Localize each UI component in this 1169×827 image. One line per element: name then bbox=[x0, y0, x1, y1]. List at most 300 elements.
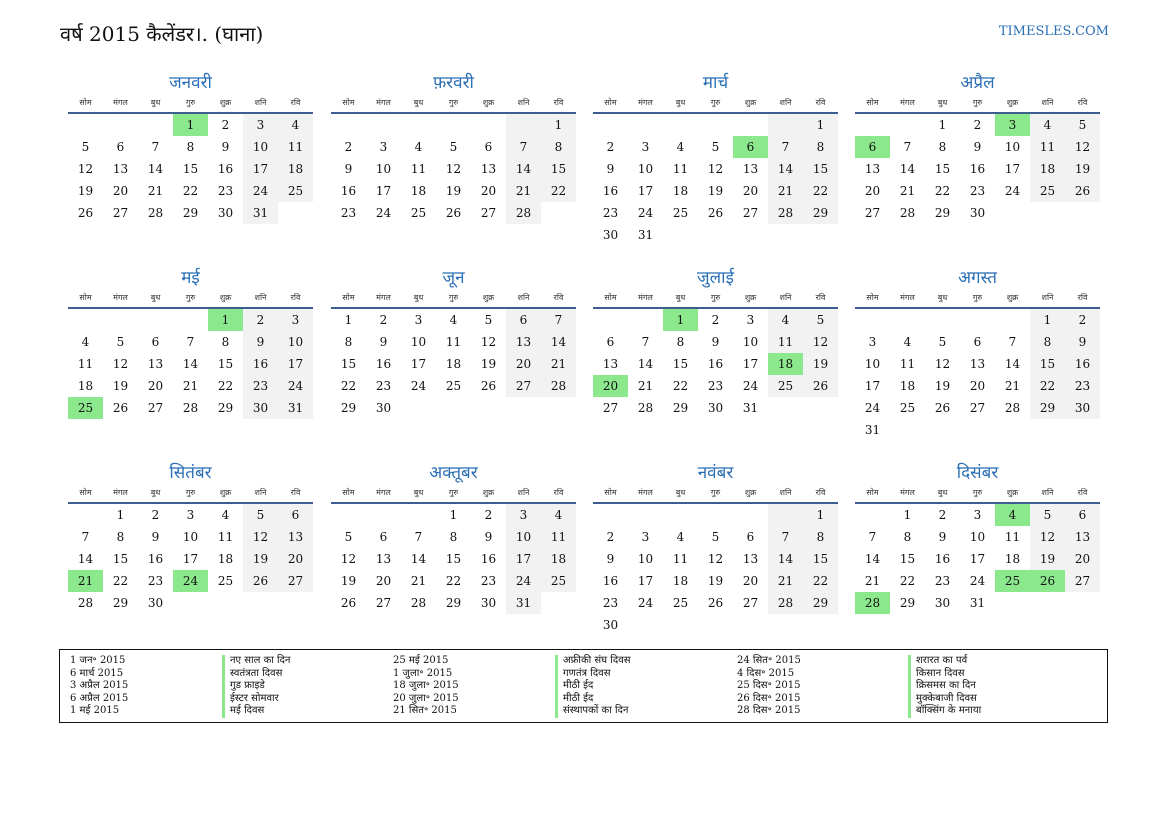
empty-cell bbox=[436, 397, 471, 419]
holiday-name: नए साल का दिन bbox=[222, 655, 290, 668]
day-cell: 21 bbox=[637, 379, 654, 393]
day-cell: 6 bbox=[606, 335, 615, 349]
day-cell: 9 bbox=[711, 335, 720, 349]
day-cell: 25 bbox=[410, 206, 427, 220]
month-name: जुलाई bbox=[697, 268, 734, 288]
empty-cell bbox=[68, 114, 103, 136]
holiday-day: 20 bbox=[593, 375, 628, 397]
day-cell: 6 bbox=[1065, 504, 1100, 526]
day-cell: 20 bbox=[742, 574, 759, 588]
empty-cell bbox=[401, 504, 436, 526]
day-cell: 28 bbox=[182, 401, 199, 415]
month-name: फ़रवरी bbox=[433, 73, 474, 93]
day-cell: 2 bbox=[711, 313, 720, 327]
holiday-day: 6 bbox=[733, 136, 768, 158]
day-cell: 1 bbox=[1030, 309, 1065, 331]
day-cell: 29 bbox=[445, 596, 462, 610]
empty-cell bbox=[541, 202, 576, 224]
day-cell: 25 bbox=[445, 379, 462, 393]
day-cell: 26 bbox=[340, 596, 357, 610]
day-cell: 28 bbox=[410, 596, 427, 610]
day-cell: 11 bbox=[410, 162, 427, 176]
weekday-label: शुक्र bbox=[482, 98, 495, 107]
day-cell: 19 bbox=[112, 379, 129, 393]
day-cell: 5 bbox=[116, 335, 125, 349]
empty-cell bbox=[768, 504, 803, 526]
month-name: नवंबर bbox=[697, 463, 734, 483]
day-cell: 22 bbox=[803, 180, 838, 202]
day-cell: 27 bbox=[969, 401, 986, 415]
day-cell: 3 bbox=[414, 313, 423, 327]
day-cell: 26 bbox=[112, 401, 129, 415]
day-cell: 30 bbox=[969, 206, 986, 220]
empty-cell bbox=[331, 504, 366, 526]
weekday-header bbox=[593, 484, 838, 504]
holiday-name: गुड फ्राइडे bbox=[222, 680, 290, 693]
day-cell: 23 bbox=[480, 574, 497, 588]
day-cell: 21 bbox=[768, 180, 803, 202]
day-cell: 20 bbox=[147, 379, 164, 393]
day-cell: 6 bbox=[506, 309, 541, 331]
day-cell: 21 bbox=[506, 180, 541, 202]
day-cell: 31 bbox=[278, 397, 313, 419]
day-cell: 12 bbox=[707, 162, 724, 176]
day-cell: 22 bbox=[182, 184, 199, 198]
day-cell: 9 bbox=[973, 140, 982, 154]
day-cell: 13 bbox=[602, 357, 619, 371]
day-cell: 24 bbox=[375, 206, 392, 220]
day-grid bbox=[68, 309, 313, 419]
day-cell: 12 bbox=[934, 357, 951, 371]
empty-cell bbox=[173, 309, 208, 331]
day-cell: 12 bbox=[803, 331, 838, 353]
day-cell: 30 bbox=[147, 596, 164, 610]
empty-cell bbox=[173, 592, 208, 614]
day-cell: 31 bbox=[864, 423, 881, 437]
day-cell: 16 bbox=[340, 184, 357, 198]
day-cell: 19 bbox=[934, 379, 951, 393]
day-cell: 4 bbox=[81, 335, 90, 349]
weekday-header bbox=[593, 289, 838, 309]
day-cell: 3 bbox=[641, 530, 650, 544]
day-cell: 11 bbox=[1030, 136, 1065, 158]
holiday-name: स्वतंत्रता दिवस bbox=[222, 668, 290, 681]
day-cell: 11 bbox=[77, 357, 94, 371]
day-cell: 29 bbox=[934, 206, 951, 220]
empty-cell bbox=[471, 397, 506, 419]
day-cell: 20 bbox=[375, 574, 392, 588]
day-cell: 2 bbox=[344, 140, 353, 154]
day-cell: 31 bbox=[506, 592, 541, 614]
day-cell: 13 bbox=[742, 552, 759, 566]
day-cell: 29 bbox=[672, 401, 689, 415]
day-cell: 17 bbox=[1004, 162, 1021, 176]
day-cell: 10 bbox=[864, 357, 881, 371]
day-cell: 11 bbox=[1004, 530, 1021, 544]
day-cell: 21 bbox=[147, 184, 164, 198]
day-cell: 30 bbox=[602, 618, 619, 632]
day-cell: 17 bbox=[410, 357, 427, 371]
empty-cell bbox=[768, 114, 803, 136]
day-cell: 21 bbox=[541, 353, 576, 375]
day-cell: 2 bbox=[973, 118, 982, 132]
day-cell: 30 bbox=[480, 596, 497, 610]
weekday-label: मंगल bbox=[113, 293, 128, 302]
weekday-label: शुक्र bbox=[219, 293, 232, 302]
holiday-date: 25 मई 2015 bbox=[393, 655, 449, 666]
weekday-label: रवि bbox=[290, 293, 301, 302]
day-cell: 26 bbox=[480, 379, 497, 393]
day-cell: 24 bbox=[742, 379, 759, 393]
empty-cell bbox=[1030, 419, 1065, 441]
weekday-label: बुध bbox=[413, 293, 424, 302]
weekday-label: रवि bbox=[815, 488, 826, 497]
day-cell: 19 bbox=[707, 184, 724, 198]
empty-cell bbox=[628, 309, 663, 331]
holiday-date: 18 जुला॰ 2015 bbox=[393, 680, 459, 692]
day-cell: 11 bbox=[217, 530, 234, 544]
holiday-name: शरारत का पर्व bbox=[908, 655, 981, 668]
weekday-label: शनि bbox=[779, 293, 792, 302]
day-cell: 15 bbox=[803, 158, 838, 180]
day-cell: 4 bbox=[278, 114, 313, 136]
empty-cell bbox=[995, 592, 1030, 614]
day-cell: 26 bbox=[707, 206, 724, 220]
day-cell: 28 bbox=[768, 592, 803, 614]
day-cell: 5 bbox=[938, 335, 947, 349]
day-cell: 25 bbox=[672, 206, 689, 220]
day-cell: 11 bbox=[672, 552, 689, 566]
empty-cell bbox=[995, 309, 1030, 331]
day-cell: 29 bbox=[182, 206, 199, 220]
day-cell: 27 bbox=[480, 206, 497, 220]
day-cell: 16 bbox=[147, 552, 164, 566]
day-cell: 25 bbox=[217, 574, 234, 588]
month-7 bbox=[593, 267, 838, 419]
day-cell: 31 bbox=[637, 228, 654, 242]
day-cell: 12 bbox=[112, 357, 129, 371]
empty-cell bbox=[960, 309, 995, 331]
day-cell: 7 bbox=[506, 136, 541, 158]
month-name: मार्च bbox=[702, 73, 729, 93]
weekday-label: रवि bbox=[1077, 98, 1088, 107]
day-cell: 23 bbox=[217, 184, 234, 198]
day-cell: 28 bbox=[77, 596, 94, 610]
weekday-label: रवि bbox=[553, 98, 564, 107]
day-cell: 9 bbox=[484, 530, 493, 544]
weekday-label: बुध bbox=[937, 488, 948, 497]
day-cell: 14 bbox=[506, 158, 541, 180]
day-cell: 11 bbox=[445, 335, 462, 349]
day-cell: 18 bbox=[1030, 158, 1065, 180]
day-cell: 13 bbox=[112, 162, 129, 176]
day-cell: 13 bbox=[278, 526, 313, 548]
holiday-date: 6 अप्रैल 2015 bbox=[70, 692, 129, 704]
weekday-label: गुरु bbox=[710, 293, 721, 302]
month-name: जनवरी bbox=[169, 73, 212, 93]
empty-cell bbox=[1030, 202, 1065, 224]
weekday-label: शनि bbox=[1041, 98, 1054, 107]
empty-cell bbox=[506, 397, 541, 419]
day-cell: 23 bbox=[934, 574, 951, 588]
day-cell: 25 bbox=[899, 401, 916, 415]
month-name: अक्तूबर bbox=[429, 463, 478, 483]
day-cell: 19 bbox=[1030, 548, 1065, 570]
day-cell: 7 bbox=[81, 530, 90, 544]
day-cell: 20 bbox=[480, 184, 497, 198]
empty-cell bbox=[541, 397, 576, 419]
weekday-label: बुध bbox=[413, 488, 424, 497]
weekday-label: शुक्र bbox=[1006, 98, 1019, 107]
weekday-label: गुरु bbox=[185, 98, 196, 107]
day-cell: 19 bbox=[445, 184, 462, 198]
day-cell: 10 bbox=[637, 162, 654, 176]
day-cell: 4 bbox=[221, 508, 230, 522]
empty-cell bbox=[1065, 592, 1100, 614]
empty-cell bbox=[628, 614, 663, 636]
weekday-label: गुरु bbox=[185, 488, 196, 497]
day-cell: 22 bbox=[541, 180, 576, 202]
day-cell: 22 bbox=[899, 574, 916, 588]
day-cell: 1 bbox=[449, 508, 458, 522]
day-cell: 26 bbox=[243, 570, 278, 592]
day-cell: 8 bbox=[221, 335, 230, 349]
day-grid bbox=[68, 504, 313, 614]
day-cell: 3 bbox=[278, 309, 313, 331]
holiday-date: 26 दिस॰ 2015 bbox=[737, 692, 801, 704]
holiday-name: अफ्रीकी संघ दिवस bbox=[555, 655, 630, 668]
empty-cell bbox=[890, 419, 925, 441]
day-cell: 16 bbox=[480, 552, 497, 566]
empty-cell bbox=[803, 397, 838, 419]
empty-cell bbox=[995, 202, 1030, 224]
day-cell: 23 bbox=[1065, 375, 1100, 397]
empty-cell bbox=[138, 309, 173, 331]
month-6 bbox=[331, 267, 576, 419]
day-cell: 8 bbox=[676, 335, 685, 349]
empty-cell bbox=[803, 224, 838, 246]
weekday-label: गुरु bbox=[448, 488, 459, 497]
day-cell: 11 bbox=[768, 331, 803, 353]
day-cell: 27 bbox=[147, 401, 164, 415]
day-grid bbox=[331, 309, 576, 419]
empty-cell bbox=[401, 397, 436, 419]
empty-cell bbox=[331, 114, 366, 136]
day-cell: 20 bbox=[1065, 548, 1100, 570]
weekday-label: मंगल bbox=[900, 293, 915, 302]
empty-cell bbox=[855, 504, 890, 526]
holiday-name: मुक्केबाजी दिवस bbox=[908, 693, 981, 706]
day-cell: 19 bbox=[1065, 158, 1100, 180]
day-cell: 17 bbox=[243, 158, 278, 180]
holiday-name: मीठी ईद bbox=[555, 680, 630, 693]
day-cell: 23 bbox=[340, 206, 357, 220]
day-cell: 30 bbox=[1065, 397, 1100, 419]
day-cell: 10 bbox=[243, 136, 278, 158]
day-cell: 23 bbox=[969, 184, 986, 198]
empty-cell bbox=[663, 114, 698, 136]
weekday-label: शनि bbox=[517, 488, 530, 497]
weekday-label: मंगल bbox=[376, 98, 391, 107]
day-grid bbox=[593, 114, 838, 246]
day-cell: 9 bbox=[938, 530, 947, 544]
weekday-label: गुरु bbox=[710, 488, 721, 497]
day-cell: 12 bbox=[480, 335, 497, 349]
holiday-date: 1 जन॰ 2015 bbox=[70, 655, 126, 666]
day-cell: 20 bbox=[278, 548, 313, 570]
holiday-day: 26 bbox=[1030, 570, 1065, 592]
day-cell: 4 bbox=[768, 309, 803, 331]
weekday-label: रवि bbox=[290, 98, 301, 107]
day-cell: 1 bbox=[938, 118, 947, 132]
day-cell: 6 bbox=[278, 504, 313, 526]
day-cell: 8 bbox=[116, 530, 125, 544]
weekday-label: मंगल bbox=[113, 98, 128, 107]
day-cell: 27 bbox=[375, 596, 392, 610]
empty-cell bbox=[803, 614, 838, 636]
empty-cell bbox=[855, 309, 890, 331]
day-cell: 16 bbox=[969, 162, 986, 176]
day-cell: 22 bbox=[217, 379, 234, 393]
day-cell: 30 bbox=[602, 228, 619, 242]
day-grid bbox=[593, 309, 838, 419]
day-cell: 22 bbox=[934, 184, 951, 198]
holiday-date: 1 जुला॰ 2015 bbox=[393, 667, 453, 679]
day-cell: 28 bbox=[637, 401, 654, 415]
day-cell: 19 bbox=[803, 353, 838, 375]
day-cell: 21 bbox=[864, 574, 881, 588]
day-cell: 3 bbox=[868, 335, 877, 349]
holiday-dates-column bbox=[737, 655, 801, 718]
day-cell: 1 bbox=[803, 114, 838, 136]
empty-cell bbox=[698, 504, 733, 526]
holiday-name: क्रिसमस का दिन bbox=[908, 680, 981, 693]
empty-cell bbox=[593, 504, 628, 526]
day-cell: 16 bbox=[602, 184, 619, 198]
day-cell: 12 bbox=[243, 526, 278, 548]
day-cell: 12 bbox=[1030, 526, 1065, 548]
day-grid bbox=[331, 114, 576, 224]
day-cell: 4 bbox=[541, 504, 576, 526]
day-cell: 10 bbox=[506, 526, 541, 548]
weekday-label: मंगल bbox=[638, 98, 653, 107]
day-cell: 7 bbox=[903, 140, 912, 154]
day-cell: 9 bbox=[606, 162, 615, 176]
day-cell: 13 bbox=[1065, 526, 1100, 548]
day-cell: 18 bbox=[899, 379, 916, 393]
day-cell: 6 bbox=[484, 140, 493, 154]
weekday-label: बुध bbox=[675, 293, 686, 302]
day-cell: 12 bbox=[77, 162, 94, 176]
day-cell: 13 bbox=[147, 357, 164, 371]
empty-cell bbox=[663, 614, 698, 636]
day-cell: 22 bbox=[803, 570, 838, 592]
day-cell: 13 bbox=[969, 357, 986, 371]
day-cell: 10 bbox=[278, 331, 313, 353]
holiday-day: 25 bbox=[995, 570, 1030, 592]
empty-cell bbox=[1065, 419, 1100, 441]
empty-cell bbox=[733, 614, 768, 636]
empty-cell bbox=[541, 592, 576, 614]
day-cell: 24 bbox=[243, 180, 278, 202]
weekday-label: रवि bbox=[290, 488, 301, 497]
empty-cell bbox=[698, 114, 733, 136]
empty-cell bbox=[925, 309, 960, 331]
weekday-label: गुरु bbox=[972, 98, 983, 107]
day-grid bbox=[593, 504, 838, 636]
day-cell: 18 bbox=[672, 184, 689, 198]
month-name: मई bbox=[181, 268, 200, 288]
day-cell: 23 bbox=[602, 596, 619, 610]
weekday-label: मंगल bbox=[638, 293, 653, 302]
day-cell: 20 bbox=[112, 184, 129, 198]
empty-cell bbox=[890, 309, 925, 331]
day-cell: 7 bbox=[414, 530, 423, 544]
day-cell: 27 bbox=[602, 401, 619, 415]
day-cell: 26 bbox=[77, 206, 94, 220]
weekday-label: मंगल bbox=[900, 98, 915, 107]
holiday-day: 6 bbox=[855, 136, 890, 158]
empty-cell bbox=[663, 224, 698, 246]
day-cell: 21 bbox=[182, 379, 199, 393]
day-cell: 24 bbox=[637, 596, 654, 610]
empty-cell bbox=[366, 504, 401, 526]
day-cell: 30 bbox=[217, 206, 234, 220]
day-cell: 28 bbox=[899, 206, 916, 220]
weekday-label: सोम bbox=[866, 488, 879, 497]
day-cell: 5 bbox=[449, 140, 458, 154]
holiday-day: 4 bbox=[995, 504, 1030, 526]
day-cell: 8 bbox=[938, 140, 947, 154]
holiday-name: संस्थापकों का दिन bbox=[555, 705, 630, 718]
day-cell: 15 bbox=[112, 552, 129, 566]
month-name: जून bbox=[442, 268, 465, 288]
empty-cell bbox=[960, 419, 995, 441]
day-cell: 21 bbox=[1004, 379, 1021, 393]
day-cell: 23 bbox=[147, 574, 164, 588]
empty-cell bbox=[628, 504, 663, 526]
month-name: अप्रैल bbox=[960, 73, 995, 93]
holiday-date: 3 अप्रैल 2015 bbox=[70, 680, 129, 692]
weekday-label: शनि bbox=[517, 293, 530, 302]
day-cell: 15 bbox=[445, 552, 462, 566]
month-1 bbox=[68, 72, 313, 224]
weekday-label: सोम bbox=[604, 293, 617, 302]
empty-cell bbox=[995, 419, 1030, 441]
holiday-name: मीठी ईद bbox=[555, 693, 630, 706]
day-cell: 24 bbox=[410, 379, 427, 393]
weekday-label: रवि bbox=[815, 293, 826, 302]
day-cell: 13 bbox=[375, 552, 392, 566]
holiday-name: किसान दिवस bbox=[908, 668, 981, 681]
site-link[interactable]: TIMESLES.COM bbox=[998, 24, 1109, 39]
day-cell: 24 bbox=[969, 574, 986, 588]
day-cell: 14 bbox=[182, 357, 199, 371]
holiday-day: 21 bbox=[68, 570, 103, 592]
empty-cell bbox=[593, 114, 628, 136]
day-cell: 14 bbox=[147, 162, 164, 176]
day-cell: 23 bbox=[243, 375, 278, 397]
day-cell: 11 bbox=[672, 162, 689, 176]
day-cell: 16 bbox=[1065, 353, 1100, 375]
day-cell: 8 bbox=[449, 530, 458, 544]
weekday-label: सोम bbox=[79, 488, 92, 497]
weekday-label: गुरु bbox=[972, 293, 983, 302]
holiday-name: ईस्टर सोमवार bbox=[222, 693, 290, 706]
day-grid bbox=[68, 114, 313, 224]
holiday-date: 1 मई 2015 bbox=[70, 705, 120, 717]
day-cell: 4 bbox=[676, 530, 685, 544]
